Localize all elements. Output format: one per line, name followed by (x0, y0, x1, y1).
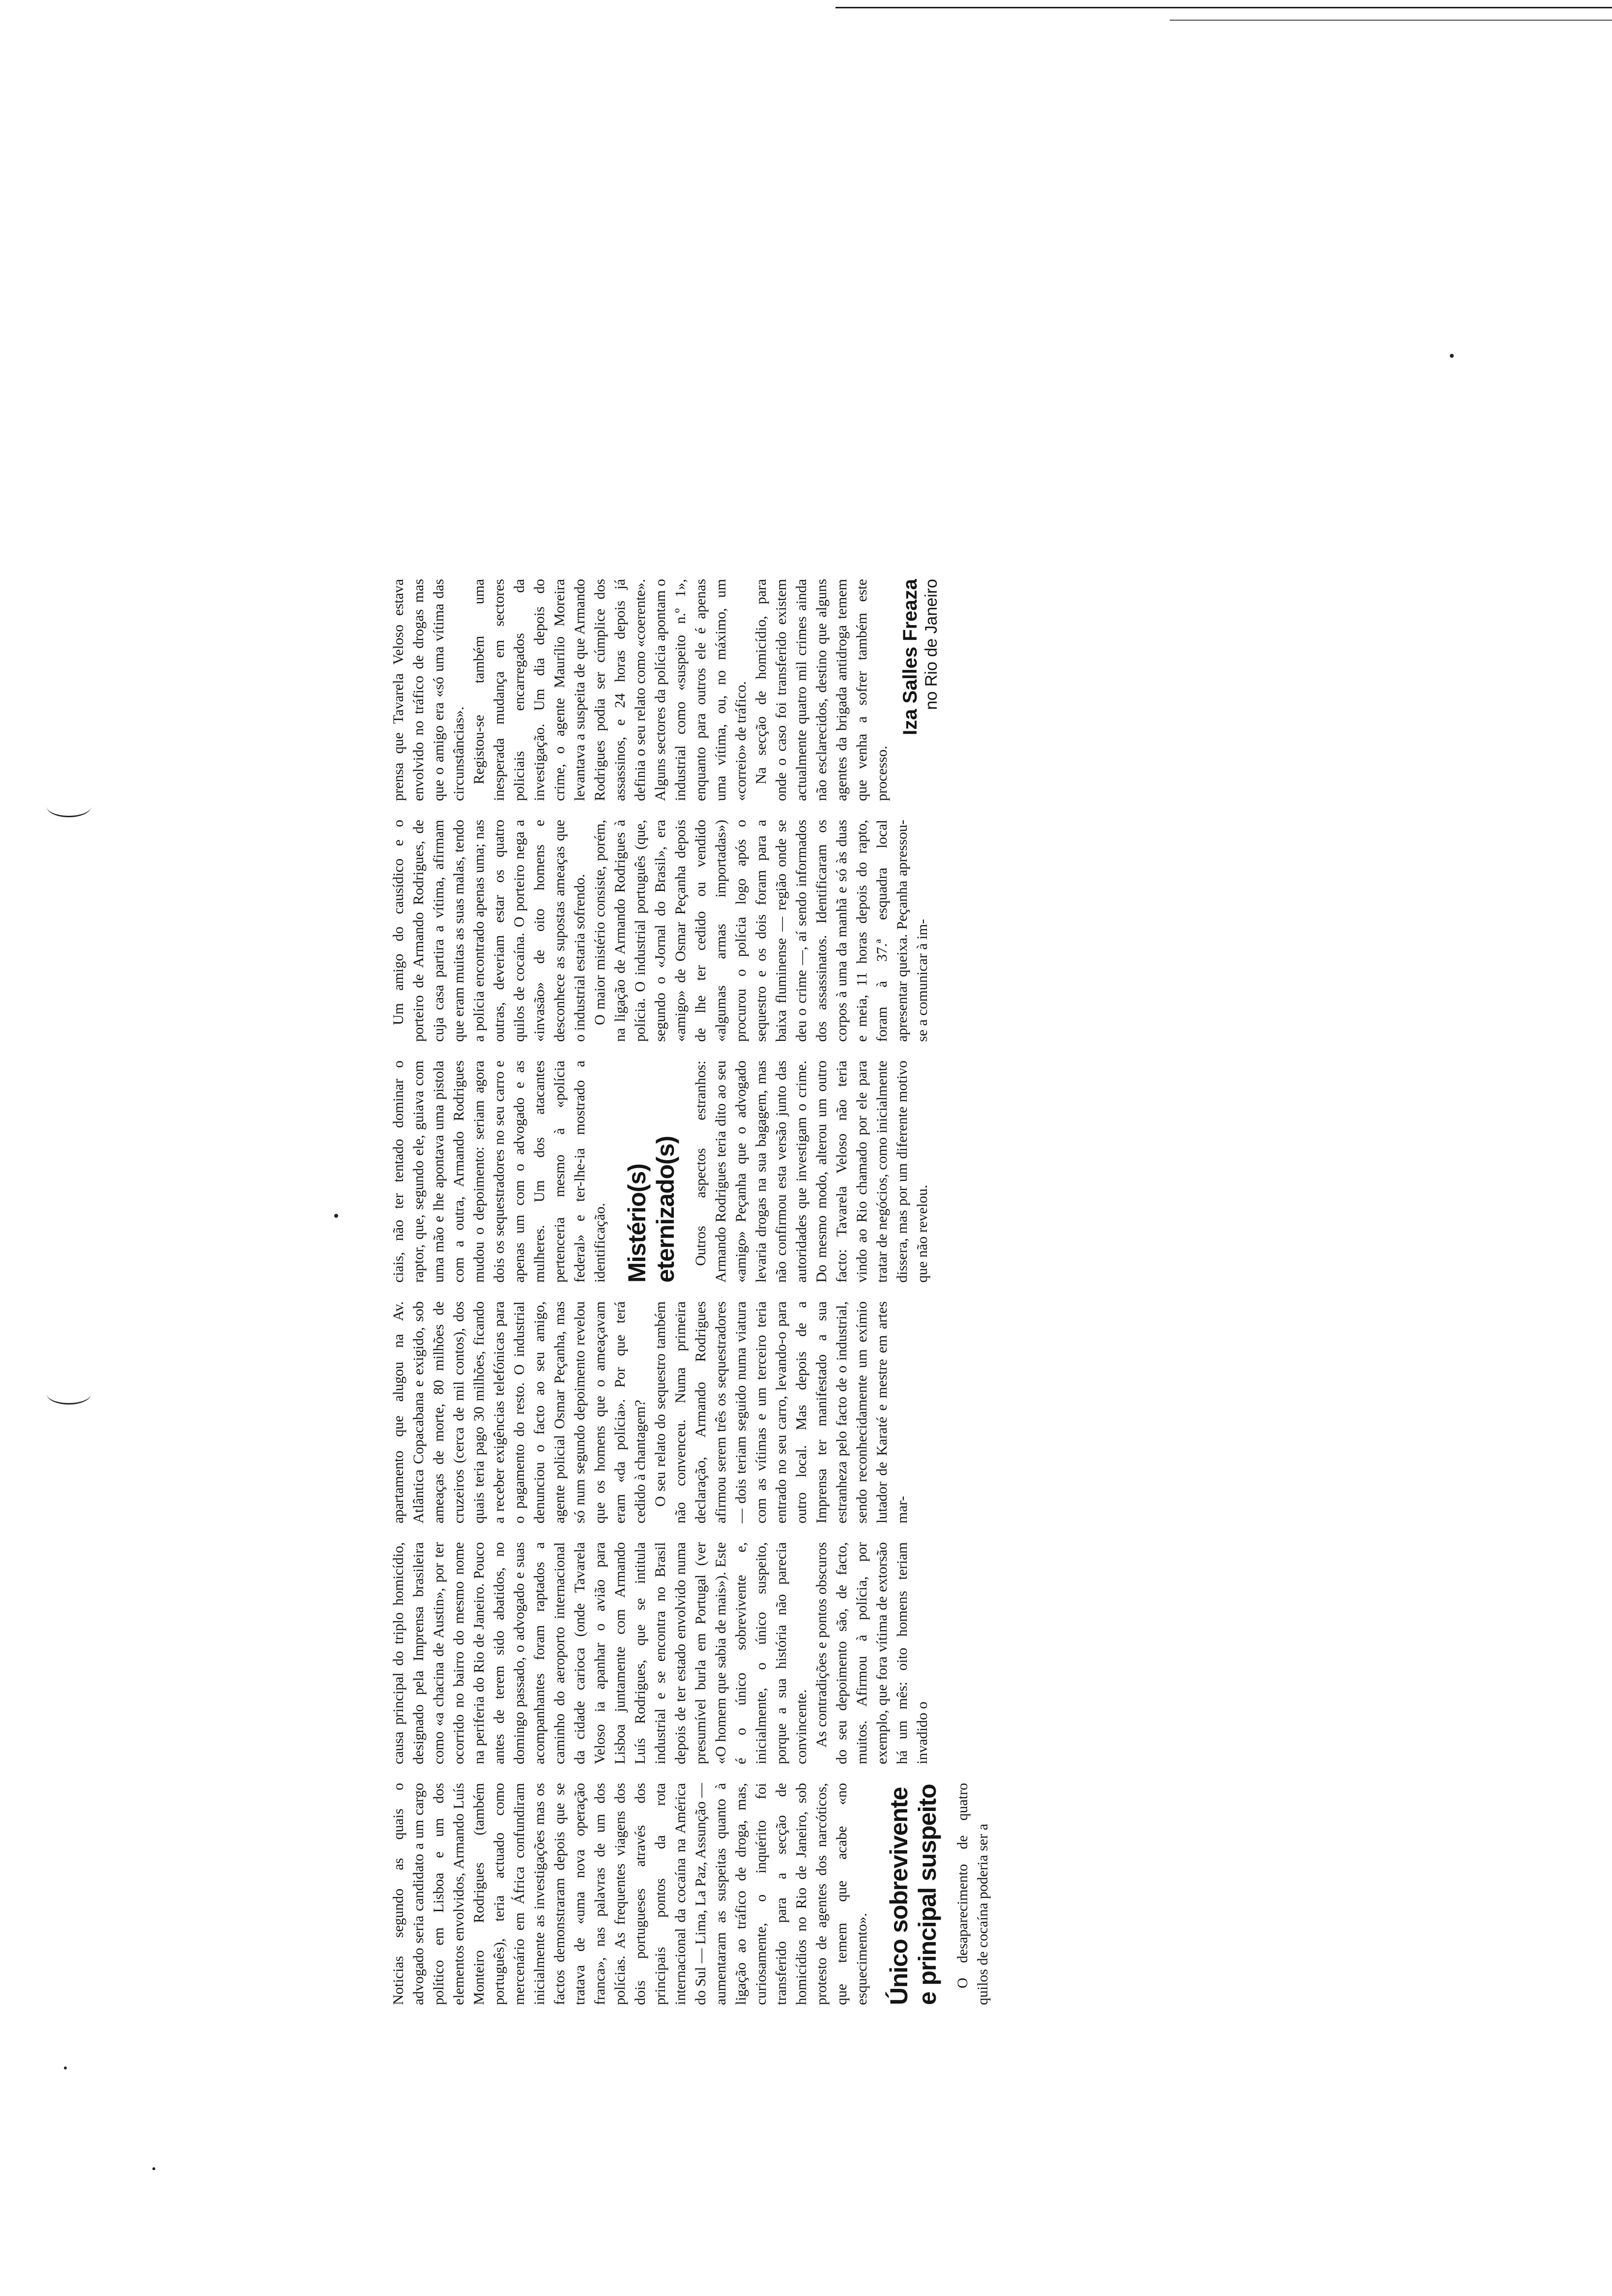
paragraph: O seu relato do sequestro também não convenceu. Numa primeira declaração, Armando Rodrigues afirmou serem três os sequestradores — dois teriam seguido numa viatura com as vítimas e um terceiro teria entrado no seu carro, levando-o para outro local. Mas depois de a Imprensa ter manifestado a sua estranheza pelo facto de o industrial, sendo reconhecidamente um exímio lutador de Karaté e mestre em artes mar- (652, 1301, 910, 1523)
paragraph: causa principal do triplo homicídio, designado pela Imprensa brasileira como «a chacina de Austin», por ter ocorrido no bairro do mesmo nome na periferia do Rio de Janeiro. Pouco antes de terem sido abatidos, no domingo passado, o advogado e suas acompanhantes foram raptados a caminho do aeroporto internacional da cidade carioca (onde Tavarela Veloso ia apanhar o avião para Lisboa juntamente com Armando Luís Rodrigues, que se intitula industrial e se encontra no Brasil depois de ter estado envolvido numa presumível burla em Portugal (ver «O homem que sabia de mais»). Este é o único sobrevivente e, inicialmente, o único suspeito, porque a sua história não parecia convincente. (390, 1542, 809, 1764)
subheading: Mistério(s) eternizado(s) (623, 1136, 679, 1283)
scan-speck (334, 1214, 338, 1218)
scan-mark (47, 796, 91, 817)
clipping-top-rule (835, 7, 1612, 8)
paragraph: prensa que Tavarela Veloso estava envolvido no tráfico de drogas mas que o amigo era «só uma vítima das circunstâncias». (390, 579, 467, 801)
scan-speck (64, 2066, 67, 2069)
article-column-1 (388, 1783, 1352, 2005)
newspaper-clipping (388, 88, 1352, 2005)
article-column-4 (388, 1061, 1352, 1283)
paragraph: Outros aspectos estranhos: Armando Rodrigues teria dito ao seu «amigo» Peçanha que o advogado levaria drogas na sua bagagem, mas não confirmou esta versão junto das autoridades que investigam o crime. Do mesmo modo, alterou um outro facto: Tavarela Veloso não teria vindo ao Rio chamado por ele para tratar de negócios, como inicialmente dissera, mas por um diferente motivo que não revelou. (692, 1061, 930, 1283)
paragraph: O maior mistério consiste, porém, na ligação de Armando Rodrigues à polícia. O industrial português (que, segundo o «Jornal do Brasil», era «amigo» de Osmar Peçanha depois de lhe ter cedido ou vendido «algumas armas importadas») procurou o polícia logo após o sequestro e os dois foram para a baixa fluminense — região onde se deu o crime —, aí sendo informados dos assassinatos. Identificaram os corpos à uma da manhã e só às duas e meia, 11 horas depois do rapto, foram à 37.ª esquadra local apresentar queixa. Peçanha apressou-se a comunicar à im- (592, 820, 930, 1042)
article-column-2 (388, 1542, 1352, 1764)
article-column-5 (388, 820, 1352, 1042)
article-column-6 (388, 579, 1352, 801)
clipping-top-rule-2 (1170, 20, 1612, 21)
scan-speck (152, 2167, 155, 2170)
byline-place: no Rio de Janeiro (922, 579, 941, 710)
paragraph: Na secção de homicídio, para onde o caso foi transferido existem actualmente quatro mil crimes ainda não esclarecidos, destino que alguns agentes da brigada antidroga temem que venha a sofrer também este processo. (753, 579, 890, 801)
paragraph: apartamento que alugou na Av. Atlântica Copacabana e exigido, sob ameaças de morte, 80 milhões de cruzeiros (cerca de mil contos), dos quais teria pago 30 milhões, ficando a receber exigências telefónicas para o pagamento do resto. O industrial denunciou o facto ao seu amigo, agente policial Osmar Peçanha, mas só num segundo depoimento revelou que os homens que o ameaçavam eram «da polícia». Por que terá cedido à chantagem? (390, 1301, 648, 1523)
byline-author: Iza Salles Freaza (899, 579, 921, 735)
paragraph: Noticias segundo as quais o advogado seria candidato a um cargo político em Lisboa e um dos elementos envolvidos, Armando Luís Monteiro Rodrigues (também português), teria actuado como mercenário em África confundiram inicialmente as investigações mas os factos demonstraram depois que se tratava de «uma nova operação franca», nas palavras de um dos polícias. As frequentes viagens dos dois portugueses através dos principais pontos da rota internacional da cocaína na América do Sul — Lima, La Paz, Assunção — aumentaram as suspeitas quanto à ligação ao tráfico de droga, mas, curiosamente, o inquérito foi transferido para a secção de homicídios no Rio de Janeiro, sob protesto de agentes dos narcóticos, que temem que acabe «no esquecimento». (390, 1783, 870, 2005)
scan-mark (47, 1383, 91, 1405)
paragraph: As contradições e pontos obscuros do seu depoimento são, de facto, muitos. Afirmou à polícia, por exemplo, que fora vítima de extorsão há um mês: oito homens teriam invadido o (813, 1542, 930, 1764)
paragraph: O desaparecimento de quatro quilos de cocaína poderia ser a (954, 1783, 991, 2005)
scan-speck (1450, 354, 1454, 358)
paragraph: Registou-se também uma inesperada mudança em sectores policiais encarregados da investigação. Um dia depois do crime, o agente Maurílio Moreira levantava a suspeita de que Armando Rodrigues podia ser cúmplice dos assassinos, e 24 horas depois já definia o seu relato como «coerente». Alguns sectores da polícia apontam o industrial como «suspeito n.º 1», enquanto para outros ele é apenas uma vítima, ou, no máximo, um «correio» de tráfico. (471, 579, 749, 801)
paragraph: ciais, não ter tentado dominar o raptor, que, segundo ele, guiava com uma mão e lhe apontava uma pistola com a outra, Armando Rodrigues mudou o depoimento: seriam agora dois os sequestradores no seu carro e apenas um com o advogado e as mulheres. Um dos atacantes pertenceria mesmo à «polícia federal» e ter-lhe-ia mostrado a identificação. (390, 1061, 608, 1283)
article-column-3 (388, 1301, 1352, 1523)
subheading: Único sobrevivente e principal suspeito (885, 1784, 941, 2005)
paragraph: Um amigo do causídico e o porteiro de Armando Rodrigues, de cuja casa partira a vítima, afirmam que eram muitas as suas malas, tendo a polícia encontrado apenas uma; nas outras, deveriam estar os quatro quilos de cocaína. O porteiro nega a «invasão» de oito homens e desconhece as supostas ameaças que o industrial estaria sofrendo. (390, 820, 588, 1042)
